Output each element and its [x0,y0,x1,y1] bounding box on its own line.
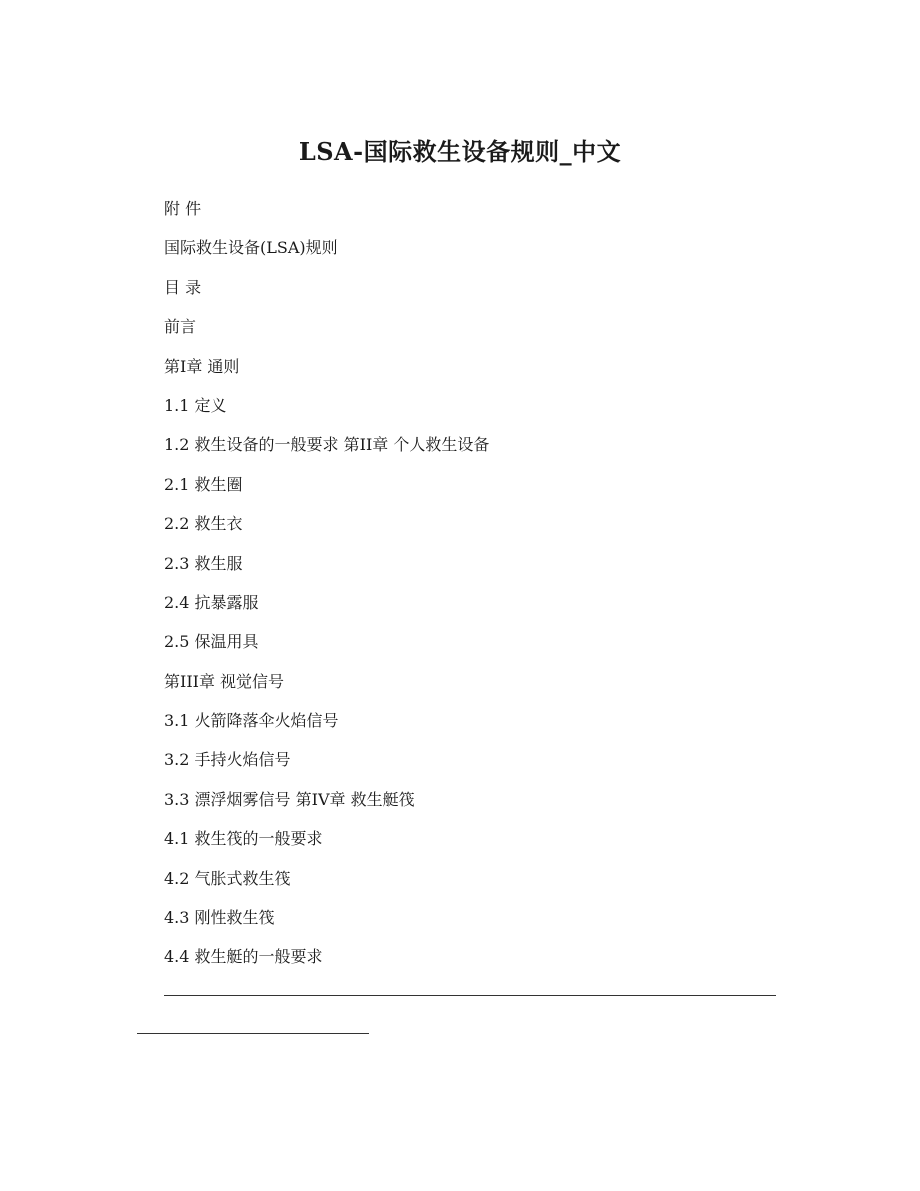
toc-line-attachment: 附 件 [164,199,202,218]
toc-line-2-2: 2.2 救生衣 [164,514,243,534]
toc-line-contents-heading: 目 录 [164,277,202,297]
toc-line-4-4: 4.4 救生艇的一般要求 [164,947,323,967]
document-title: LSA-国际救生设备规则_中文 [298,137,622,166]
toc-line-preface: 前言 [164,317,197,337]
toc-line-4-3: 4.3 刚性救生筏 [164,908,275,928]
separator-rule-long [164,995,776,996]
toc-line-1-2: 1.2 救生设备的一般要求 第II章 个人救生设备 [164,435,490,455]
toc-line-3-3: 3.3 漂浮烟雾信号 第IV章 救生艇筏 [164,789,415,809]
toc-line-3-1: 3.1 火箭降落伞火焰信号 [164,711,339,731]
toc-line-2-3: 2.3 救生服 [164,553,243,573]
toc-line-2-5: 2.5 保温用具 [164,632,259,652]
toc-line-chapter-1: 第I章 通则 [164,356,240,376]
toc-line-4-2: 4.2 气胀式救生筏 [164,868,291,888]
toc-line-3-2: 3.2 手持火焰信号 [164,750,291,770]
toc-line-2-4: 2.4 抗暴露服 [164,592,259,612]
toc-line-chapter-3: 第III章 视觉信号 [164,671,285,691]
toc-line-4-1: 4.1 救生筏的一般要求 [164,829,323,849]
toc-line-1-1: 1.1 定义 [164,395,227,415]
table-of-contents [164,197,489,985]
toc-line-2-1: 2.1 救生圈 [164,474,243,494]
separator-rule-short [137,1033,369,1034]
toc-line-code-name: 国际救生设备(LSA)规则 [164,238,338,258]
